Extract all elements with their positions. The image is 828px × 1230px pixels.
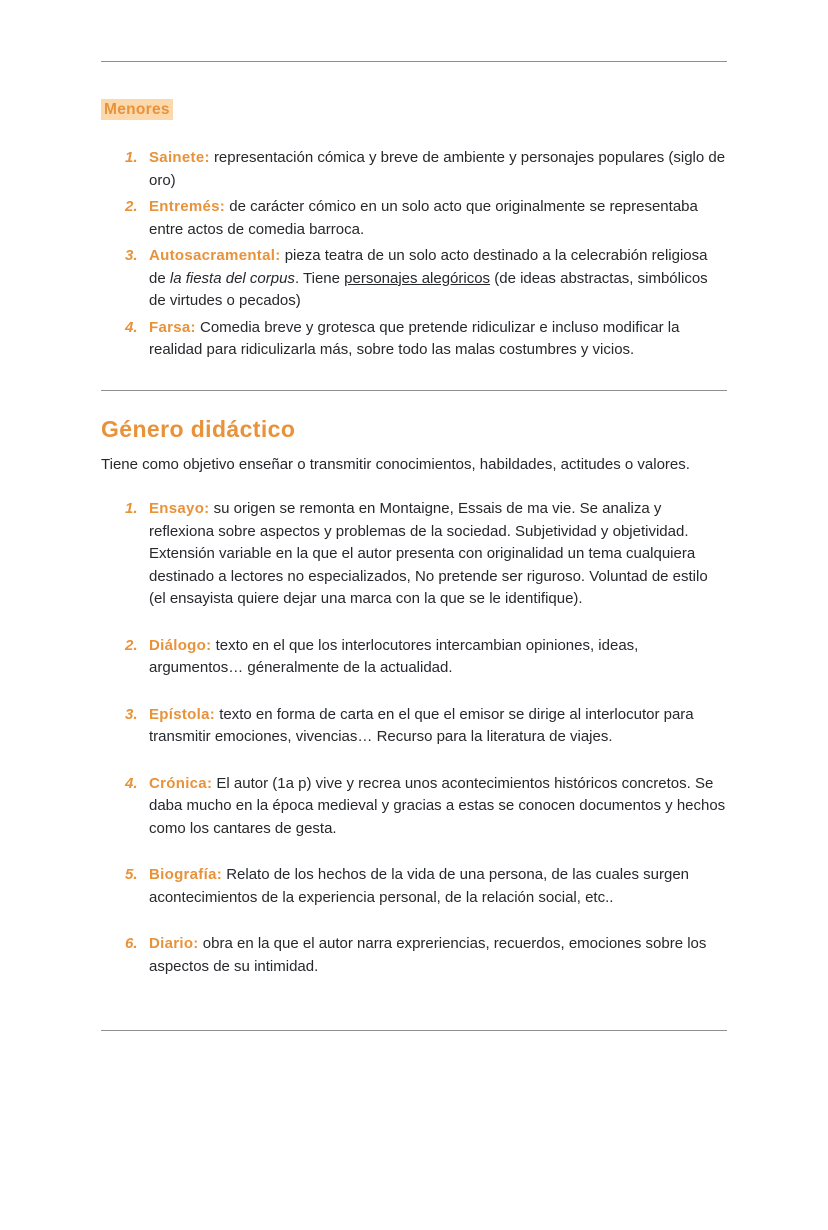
description-text: Comedia breve y grotesca que pretende ridiculizar e incluso modificar la realidad para ridiculizarla más, sobre todo las malas costumbres y vicios.: [149, 318, 680, 359]
list-item: [125, 704, 727, 749]
genero-didactico-heading: Género didáctico: [101, 415, 296, 442]
description-text: pieza teatra de un solo acto destinado a la celecrabión religiosa de: [149, 247, 708, 287]
list-item-term: Autosacramental:: [149, 247, 281, 265]
list-item-description: [149, 935, 706, 975]
list-item-term: Entremés:: [149, 198, 226, 216]
list-item: [125, 147, 727, 192]
description-text: (de ideas abstractas, simbólicos de virtudes o pecados): [149, 269, 708, 310]
menores-heading: [101, 98, 727, 121]
list-item-description: [149, 500, 708, 607]
list-item-term: Ensayo:: [149, 500, 210, 518]
list-item-description: [149, 866, 689, 906]
description-italic-text: la fiesta del corpus: [169, 269, 295, 287]
list-item-description: [149, 198, 698, 238]
section-menores: [101, 98, 727, 362]
list-item-term: Farsa:: [149, 318, 196, 336]
list-item-description: [149, 706, 694, 746]
list-item-number: 1.: [125, 500, 138, 518]
list-item-term: Sainete:: [149, 149, 210, 167]
description-text: representación cómica y breve de ambiente y personajes populares (siglo de oro): [149, 149, 726, 189]
section-divider-top: [101, 61, 727, 62]
section-divider-middle: [101, 390, 727, 391]
list-item: [125, 317, 727, 362]
list-item-number: 5.: [125, 866, 138, 884]
list-item-number: 3.: [125, 705, 138, 723]
list-item: [125, 773, 727, 841]
list-item-number: 2.: [125, 198, 138, 216]
section-genero-didactico: [101, 415, 727, 978]
list-item-term: Epístola:: [149, 705, 216, 723]
list-item: [125, 245, 727, 313]
menores-list: [101, 147, 727, 362]
list-item: [125, 933, 727, 978]
description-text: su origen se remonta en Montaigne, Essais de ma vie. Se analiza y reflexiona sobre aspectos y problemas de la sociedad. Subjetividad y objetividad. Extensión variable en la que el autor presenta con originalidad un tema cualquiera destinado a lectores no especializados, No pretende ser riguroso. Voluntad de estilo (el ensayista quiere dejar una marca con la que se le identifique).: [149, 500, 708, 608]
list-item-description: [149, 319, 679, 359]
menores-heading-highlight: Menores: [101, 99, 173, 120]
genero-didactico-intro: Tiene como objetivo enseñar o transmitir conocimientos, habildades, actitudes o valores.: [101, 455, 690, 473]
list-item-description: [149, 637, 638, 677]
list-item: [125, 196, 727, 241]
description-text: Relato de los hechos de la vida de una persona, de las cuales surgen acontecimientos de la experiencia personal, de la relación social, etc..: [149, 866, 689, 906]
description-text: texto en forma de carta en el que el emisor se dirige al interlocutor para transmitir emociones, vivencias… Recurso para la literatura de viajes.: [149, 705, 694, 746]
description-text: . Tiene: [294, 269, 345, 287]
section-divider-bottom: [101, 1030, 727, 1031]
description-text: texto en el que los interlocutores intercambian opiniones, ideas, argumentos… géneralmente de la actualidad.: [149, 636, 639, 677]
document-page: [0, 61, 828, 1031]
list-item-number: 4.: [125, 774, 138, 792]
list-item-number: 4.: [125, 318, 138, 336]
list-item: [125, 635, 727, 680]
list-item-description: [149, 775, 725, 837]
description-text: de carácter cómico en un solo acto que originalmente se representaba entre actos de comedia barroca.: [149, 198, 698, 238]
description-underlined-text: personajes alegóricos: [344, 269, 491, 287]
list-item-term: Biografía:: [149, 866, 223, 884]
list-item-term: Diario:: [149, 935, 199, 953]
list-item-term: Crónica:: [149, 774, 213, 792]
list-item-number: 2.: [125, 636, 138, 654]
genero-didactico-list: [101, 498, 727, 978]
list-item-number: 3.: [125, 247, 138, 265]
list-item-term: Diálogo:: [149, 636, 212, 654]
list-item-number: 1.: [125, 149, 138, 167]
list-item: [125, 498, 727, 611]
list-item-number: 6.: [125, 935, 138, 953]
description-text: El autor (1a p) vive y recrea unos acontecimientos históricos concretos. Se daba mucho en la época medieval y gracias a estas se conocen documentos y hechos como los cantares de gesta.: [149, 774, 726, 837]
list-item-description: [149, 149, 725, 189]
description-text: obra en la que el autor narra expreriencias, recuerdos, emociones sobre los aspectos de su intimidad.: [149, 935, 707, 975]
list-item: [125, 864, 727, 909]
